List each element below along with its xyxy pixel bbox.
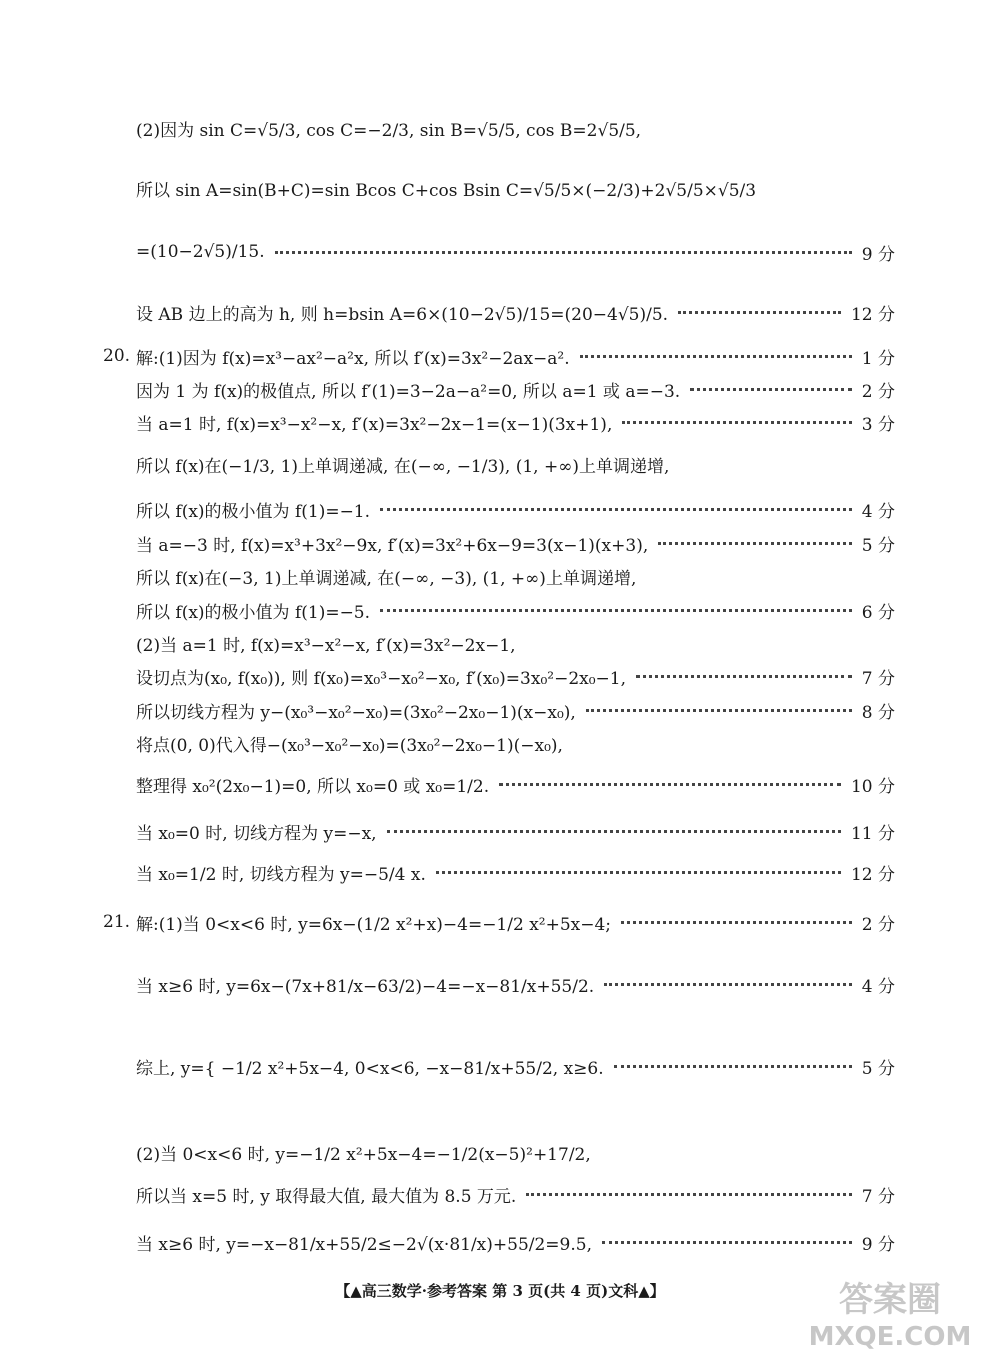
solution-text: 设切点为(x₀, f(x₀)), 则 f(x₀)=x₀³−x₀²−x₀, f′(x₀)=3x₀²−2x₀−1, (136, 668, 627, 689)
dot-leader (622, 421, 851, 424)
solution-line (136, 694, 895, 726)
score-label: 9 分 (861, 1234, 895, 1255)
page-footer: 【▲高三数学·参考答案 第 3 页(共 4 页)文科▲】 (335, 1282, 665, 1300)
watermark-logo (795, 1273, 985, 1353)
solution-text: 当 x₀=0 时, 切线方程为 y=−x, (136, 823, 377, 844)
solution-line (136, 236, 895, 268)
solution-line (136, 660, 895, 692)
solution-line (136, 560, 895, 592)
solution-text: 整理得 x₀²(2x₀−1)=0, 所以 x₀=0 或 x₀=1/2. (136, 776, 490, 797)
solution-line (136, 594, 895, 626)
score-label: 9 分 (861, 244, 895, 265)
solution-text: 综上, y={ −1/2 x²+5x−4, 0<x<6, −x−81/x+55/2, x≥6. (136, 1058, 604, 1079)
score-label: 7 分 (861, 1186, 895, 1207)
solution-text: 设 AB 边上的高为 h, 则 h=bsin A=6×(10−2√5)/15=(20−4√5)/5. (136, 304, 669, 325)
solution-line (136, 627, 895, 659)
solution-text: 当 x₀=1/2 时, 切线方程为 y=−5/4 x. (136, 864, 426, 885)
solution-line (136, 1136, 895, 1168)
dot-leader (526, 1193, 851, 1196)
dot-leader (580, 355, 852, 358)
dot-leader (586, 709, 852, 712)
solution-text: 所以 f(x)的极小值为 f(1)=−1. (136, 501, 371, 522)
solution-text: 所以切线方程为 y−(x₀³−x₀²−x₀)=(3x₀²−2x₀−1)(x−x₀), (136, 702, 576, 723)
solution-text: (2)因为 sin C=√5/3, cos C=−2/3, sin B=√5/5, cos B=2√5/5, (136, 120, 642, 141)
score-label: 12 分 (850, 864, 895, 885)
solution-text: 解:(1)当 0<x<6 时, y=6x−(1/2 x²+x)−4=−1/2 x²+5x−4; (136, 914, 612, 935)
solution-line (136, 406, 895, 438)
solution-line (136, 727, 895, 759)
score-label: 4 分 (861, 501, 895, 522)
solution-text: 所以当 x=5 时, y 取得最大值, 最大值为 8.5 万元. (136, 1186, 517, 1207)
score-label: 11 分 (850, 823, 895, 844)
watermark-bottom: MXQE.COM (808, 1322, 972, 1352)
solution-line (136, 448, 895, 480)
dot-leader (387, 830, 841, 833)
dot-leader (614, 1065, 852, 1068)
solution-text: 将点(0, 0)代入得−(x₀³−x₀²−x₀)=(3x₀²−2x₀−1)(−x₀), (136, 735, 563, 756)
dot-leader (380, 609, 852, 612)
score-label: 4 分 (861, 976, 895, 997)
dot-leader (380, 508, 852, 511)
solution-line (136, 1226, 895, 1258)
dot-leader (604, 983, 852, 986)
solution-line (103, 906, 895, 938)
problem-number: 20. (103, 346, 131, 366)
solution-text: 当 x≥6 时, y=−x−81/x+55/2≤−2√(x·81/x)+55/2=9.5, (136, 1234, 592, 1255)
solution-line (136, 296, 895, 328)
solution-text: (2)当 0<x<6 时, y=−1/2 x²+5x−4=−1/2(x−5)²+17/2, (136, 1144, 591, 1165)
solution-line (136, 527, 895, 559)
score-label: 12 分 (850, 304, 895, 325)
solution-line (136, 1050, 895, 1082)
dot-leader (690, 388, 852, 391)
solution-line (136, 815, 895, 847)
solution-line (136, 493, 895, 525)
dot-leader (621, 921, 852, 924)
score-label: 10 分 (850, 776, 895, 797)
dot-leader (436, 871, 841, 874)
solution-line (136, 856, 895, 888)
solution-text: 解:(1)因为 f(x)=x³−ax²−a²x, 所以 f′(x)=3x²−2ax−a². (136, 348, 570, 369)
solution-text: (2)当 a=1 时, f(x)=x³−x²−x, f′(x)=3x²−2x−1, (136, 635, 516, 656)
solution-text: 当 x≥6 时, y=6x−(7x+81/x−63/2)−4=−x−81/x+55/2. (136, 976, 595, 997)
dot-leader (678, 311, 841, 314)
problem-number: 21. (103, 912, 131, 932)
solution-line (136, 768, 895, 800)
score-label: 2 分 (861, 914, 895, 935)
score-label: 1 分 (861, 348, 895, 369)
solution-text: 当 a=−3 时, f(x)=x³+3x²−9x, f′(x)=3x²+6x−9=3(x−1)(x+3), (136, 535, 649, 556)
solution-text: 因为 1 为 f(x)的极值点, 所以 f′(1)=3−2a−a²=0, 所以 a=1 或 a=−3. (136, 381, 681, 402)
solution-text: 所以 f(x)的极小值为 f(1)=−5. (136, 602, 371, 623)
score-label: 5 分 (861, 1058, 895, 1079)
solution-line (136, 172, 895, 204)
score-label: 5 分 (861, 535, 895, 556)
score-label: 8 分 (861, 702, 895, 723)
score-label: 2 分 (861, 381, 895, 402)
solution-text: 当 a=1 时, f(x)=x³−x²−x, f′(x)=3x²−2x−1=(x−1)(3x+1), (136, 414, 613, 435)
score-label: 3 分 (861, 414, 895, 435)
solution-text: =(10−2√5)/15. (136, 242, 265, 262)
score-label: 6 分 (861, 602, 895, 623)
solution-text: 所以 sin A=sin(B+C)=sin Bcos C+cos Bsin C=√5/5×(−2/3)+2√5/5×√5/3 (136, 180, 757, 201)
dot-leader (658, 542, 852, 545)
solution-text: 所以 f(x)在(−1/3, 1)上单调递减, 在(−∞, −1/3), (1, +∞)上单调递增, (136, 456, 670, 477)
solution-line (103, 340, 895, 372)
dot-leader (636, 675, 852, 678)
dot-leader (602, 1241, 852, 1244)
dot-leader (499, 783, 841, 786)
solution-line (136, 112, 895, 144)
watermark-top: 答案圈 (839, 1280, 941, 1320)
solution-text: 所以 f(x)在(−3, 1)上单调递减, 在(−∞, −3), (1, +∞)上单调递增, (136, 568, 637, 589)
solution-line (136, 373, 895, 405)
solution-line (136, 1178, 895, 1210)
dot-leader (275, 251, 852, 254)
score-label: 7 分 (861, 668, 895, 689)
solution-line (136, 968, 895, 1000)
